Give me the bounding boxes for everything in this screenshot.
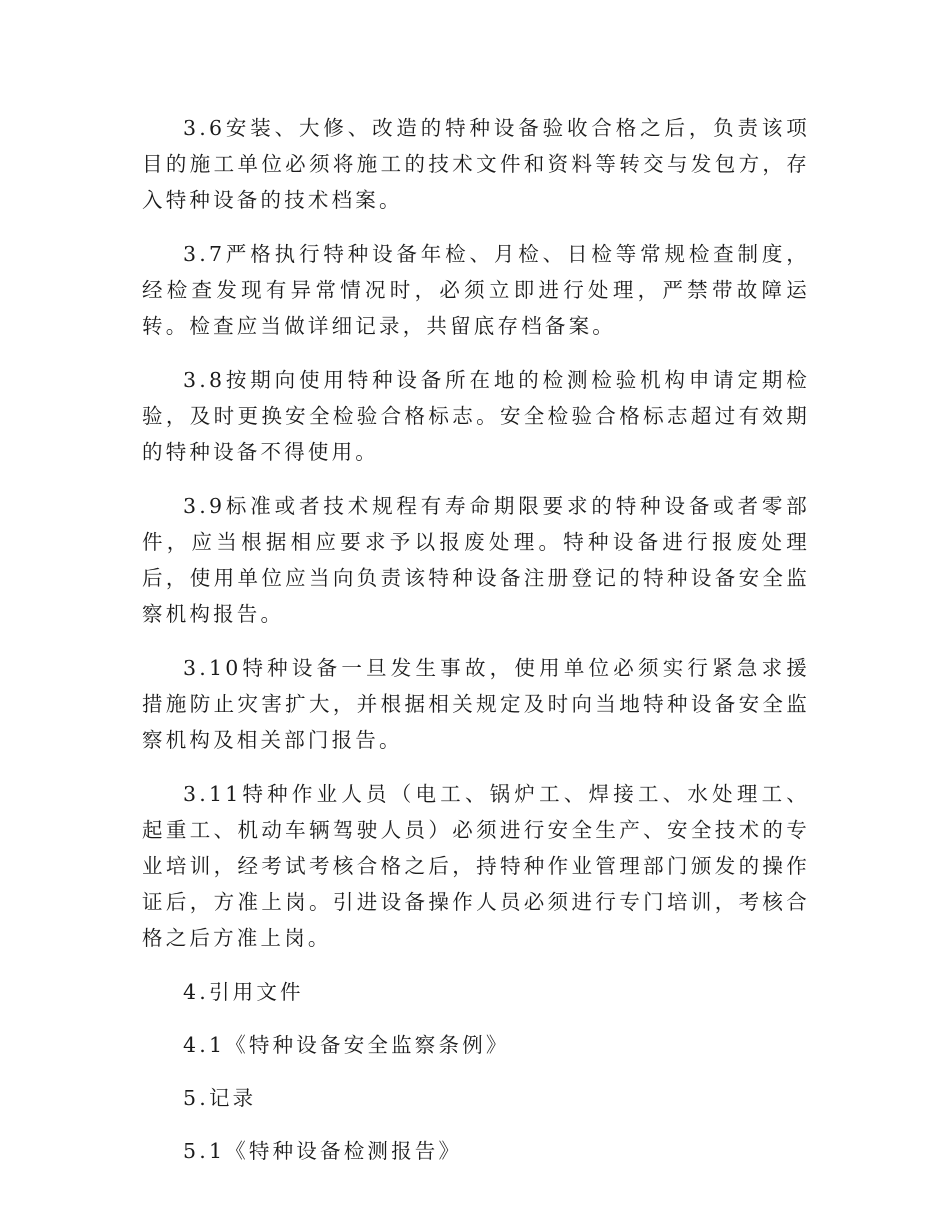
section-4-1-item: 4.1《特种设备安全监察条例》 <box>183 1033 510 1057</box>
section-5-1-item: 5.1《特种设备检测报告》 <box>183 1139 463 1163</box>
section-5-heading: 5.记录 <box>183 1086 257 1110</box>
paragraph-3-6: 3.6安装、大修、改造的特种设备验收合格之后，负责该项目的施工单位必须将施工的技术文件和资料等转交与发包方，存入特种设备的技术档案。 <box>142 116 810 212</box>
section-4-heading: 4.引用文件 <box>183 980 304 1004</box>
paragraph-3-10: 3.10特种设备一旦发生事故，使用单位必须实行紧急求援措施防止灾害扩大，并根据相关规定及时向当地特种设备安全监察机构及相关部门报告。 <box>142 656 810 752</box>
paragraph-3-9: 3.9标准或者技术规程有寿命期限要求的特种设备或者零部件，应当根据相应要求予以报废处理。特种设备进行报废处理后，使用单位应当向负责该特种设备注册登记的特种设备安全监察机构报告。 <box>142 494 810 626</box>
paragraph-3-7: 3.7严格执行特种设备年检、月检、日检等常规检查制度，经检查发现有异常情况时，必须立即进行处理，严禁带故障运转。检查应当做详细记录，共留底存档备案。 <box>142 242 810 338</box>
paragraph-3-11: 3.11特种作业人员（电工、锅炉工、焊接工、水处理工、起重工、机动车辆驾驶人员）必须进行安全生产、安全技术的专业培训，经考试考核合格之后，持特种作业管理部门颁发的操作证后，方准上岗。引进设备操作人员必须进行专门培训，考核合格之后方准上岗。 <box>142 782 810 950</box>
paragraph-3-8: 3.8按期向使用特种设备所在地的检测检验机构申请定期检验，及时更换安全检验合格标志。安全检验合格标志超过有效期的特种设备不得使用。 <box>142 368 810 464</box>
document-body <box>142 110 810 1186</box>
